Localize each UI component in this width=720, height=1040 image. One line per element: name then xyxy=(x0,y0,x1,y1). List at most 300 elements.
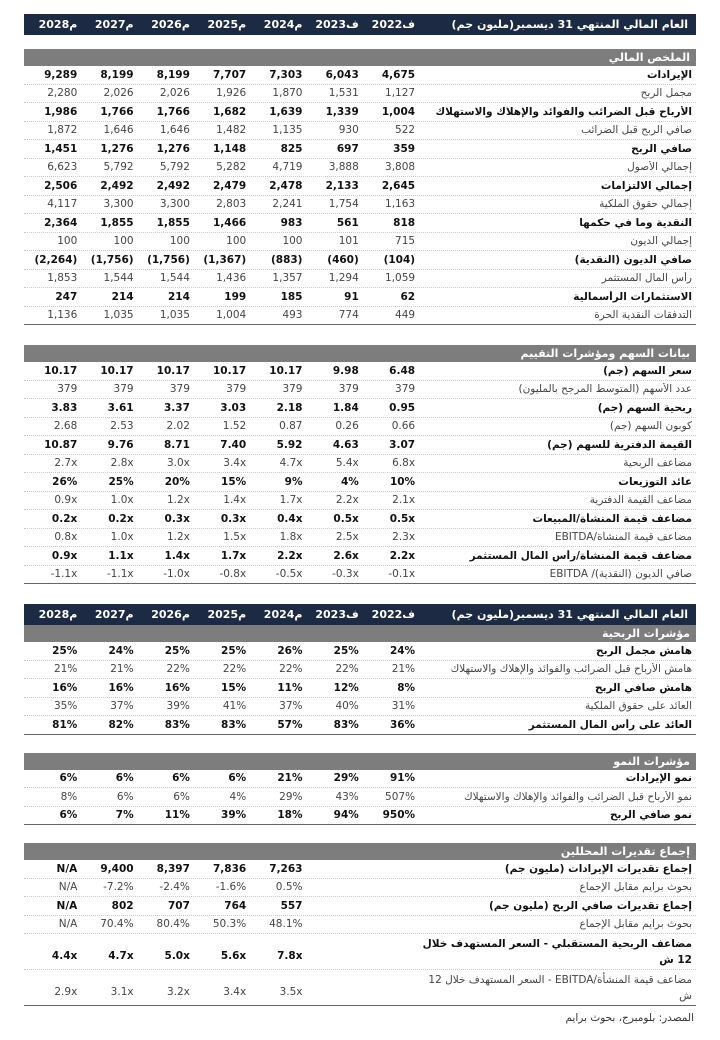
cell-value: 6% xyxy=(173,790,190,803)
header-title: العام المالي المنتهي 31 ديسمبر(مليون جم) xyxy=(451,608,688,621)
growth-rows xyxy=(24,770,696,826)
cell-value: 1,544 xyxy=(103,272,134,285)
cell-value: 379 xyxy=(169,383,190,396)
cell-value: 83% xyxy=(221,718,247,731)
cell-value: 10.17 xyxy=(269,364,303,377)
cell-value xyxy=(362,918,418,930)
cell-value: 70.4% xyxy=(100,918,134,931)
cell-value: 0.95 xyxy=(389,401,416,414)
cell-value: 29% xyxy=(279,790,303,803)
header-years xyxy=(24,18,418,31)
table-row xyxy=(24,214,696,233)
cell-value: 7% xyxy=(115,809,134,822)
row-label: عائد التوزيعات xyxy=(618,475,692,488)
cell-value: -0.3x xyxy=(332,568,359,581)
cell-value: 561 xyxy=(336,216,359,229)
cell-value: 1,482 xyxy=(216,124,247,137)
cell-value: 199 xyxy=(224,290,247,303)
cell-value: 20% xyxy=(164,475,190,488)
table-row xyxy=(24,934,696,970)
row-values xyxy=(24,900,418,912)
table-row xyxy=(24,547,696,566)
table-row xyxy=(24,177,696,196)
cell-value: 3.1x xyxy=(110,986,134,998)
row-values xyxy=(24,106,418,118)
cell-value: 4.4x xyxy=(51,950,78,962)
cell-value: 0.5% xyxy=(275,881,303,894)
cell-value: 1.5x xyxy=(223,531,247,544)
section-title-growth: مؤشرات النمو xyxy=(24,753,696,770)
cell-value: 25% xyxy=(108,475,134,488)
table-row xyxy=(24,770,696,789)
financial-table xyxy=(24,14,696,1024)
cell-value: 37% xyxy=(279,700,303,713)
cell-value: 11% xyxy=(277,681,303,694)
profitability-rows xyxy=(24,642,696,735)
cell-value: 1,855 xyxy=(156,216,190,229)
cell-value: (460) xyxy=(327,253,359,266)
cell-value: 57% xyxy=(277,718,303,731)
year-2028: 2028م xyxy=(38,18,78,31)
cell-value: 5.92 xyxy=(276,438,303,451)
table-row xyxy=(24,159,696,178)
cell-value: 379 xyxy=(113,383,134,396)
cell-value: 2.2x xyxy=(335,494,359,507)
table-row xyxy=(24,970,696,1006)
table-row xyxy=(24,196,696,215)
table-row xyxy=(24,916,696,935)
cell-value: 1.2x xyxy=(166,531,190,544)
cell-value: 25% xyxy=(221,644,247,657)
cell-value: 8,397 xyxy=(156,862,190,875)
table-row xyxy=(24,879,696,898)
cell-value: 2,026 xyxy=(159,87,190,100)
row-label: كوبون السهم (جم) xyxy=(609,420,692,433)
row-label: إجمالي حقوق الملكية xyxy=(599,198,692,211)
row-label: نمو الإيرادات xyxy=(625,772,692,785)
row-label: نمو الأرباح قبل الضرائب والفوائد والإهلاك والاستهلاك xyxy=(463,790,692,803)
table-row xyxy=(24,251,696,270)
year-2023: 2023ف xyxy=(315,608,359,621)
cell-value: 2.2x xyxy=(389,549,416,562)
table-row xyxy=(24,418,696,437)
year-2022: 2022ف xyxy=(371,608,416,621)
cell-value: 41% xyxy=(222,700,247,713)
cell-value: 1,639 xyxy=(269,105,303,118)
cell-value: -7.2% xyxy=(103,881,134,894)
row-label: الإيرادات xyxy=(646,68,692,81)
year-2024: 2024م xyxy=(263,18,303,31)
cell-value: (1,756) xyxy=(147,253,190,266)
cell-value: 16% xyxy=(108,681,134,694)
cell-value: 4,117 xyxy=(47,198,78,211)
cell-value: 4,719 xyxy=(272,161,303,174)
cell-value xyxy=(362,881,418,893)
cell-value: 1,357 xyxy=(272,272,303,285)
cell-value: 9,400 xyxy=(100,862,134,875)
row-values xyxy=(24,217,418,229)
cell-value: 1.8x xyxy=(279,531,303,544)
table-row xyxy=(24,679,696,698)
row-values xyxy=(24,972,418,998)
cell-value: 3.03 xyxy=(220,401,247,414)
row-values xyxy=(24,476,418,488)
cell-value: 2,280 xyxy=(47,87,78,100)
cell-value xyxy=(305,972,361,998)
cell-value: 6% xyxy=(59,809,78,822)
row-values xyxy=(24,682,418,694)
year-2027: 2027م xyxy=(94,608,134,621)
cell-value: 983 xyxy=(280,216,303,229)
cell-value: 10.17 xyxy=(100,364,134,377)
cell-value: 4% xyxy=(340,475,359,488)
cell-value: 6.8x xyxy=(392,457,416,470)
row-values xyxy=(24,772,418,784)
cell-value: 100 xyxy=(57,235,78,248)
cell-value: 9.76 xyxy=(107,438,134,451)
row-values xyxy=(24,180,418,192)
consensus-rows xyxy=(24,860,696,1006)
table-row xyxy=(24,270,696,289)
table-row xyxy=(24,455,696,474)
cell-value: 1,544 xyxy=(159,272,190,285)
row-label: سعر السهم (جم) xyxy=(603,364,692,377)
table-header xyxy=(24,14,696,35)
cell-value: 1.84 xyxy=(332,401,359,414)
cell-value: 12% xyxy=(333,681,359,694)
cell-value: 522 xyxy=(395,124,416,137)
cell-value: 214 xyxy=(111,290,134,303)
cell-value: 1,163 xyxy=(385,198,416,211)
cell-value: 1,339 xyxy=(325,105,359,118)
cell-value xyxy=(362,936,418,962)
cell-value: 7,707 xyxy=(212,68,247,81)
cell-value: 1,855 xyxy=(100,216,134,229)
cell-value: 1,872 xyxy=(47,124,78,137)
row-values xyxy=(24,494,418,506)
table-row xyxy=(24,103,696,122)
table-row xyxy=(24,122,696,141)
cell-value: 1,004 xyxy=(216,309,247,322)
cell-value: 1,926 xyxy=(216,87,247,100)
cell-value: N/A xyxy=(56,862,78,875)
year-2024: 2024م xyxy=(263,608,303,621)
row-label: عدد الأسهم (المتوسط المرجح بالمليون) xyxy=(518,383,692,396)
row-values xyxy=(24,291,418,303)
cell-value: 1,870 xyxy=(272,87,303,100)
cell-value: 6% xyxy=(228,772,247,785)
cell-value: 100 xyxy=(113,235,134,248)
row-label: مضاعف الربحية المستقبلي - السعر المستهدف خلال 12 ش xyxy=(422,938,692,966)
table-row xyxy=(24,492,696,511)
cell-value: 15% xyxy=(221,475,247,488)
cell-value: 100 xyxy=(226,235,247,248)
cell-value: 1,004 xyxy=(381,105,416,118)
row-label: بحوث برايم مقابل الإجماع xyxy=(579,881,692,894)
row-label: مضاعف قيمة المنشأة/EBITDA - السعر المستهدف خلال 12 ش xyxy=(428,974,692,1002)
cell-value: 0.5x xyxy=(333,512,359,525)
cell-value: 2.18 xyxy=(276,401,303,414)
cell-value: 1.0x xyxy=(110,494,134,507)
financial-summary-rows xyxy=(24,66,696,325)
cell-value: 1.4x xyxy=(164,549,190,562)
row-values xyxy=(24,863,418,875)
cell-value: 2,026 xyxy=(103,87,134,100)
year-2025: 2025م xyxy=(207,18,247,31)
header-title: العام المالي المنتهي 31 ديسمبر(مليون جم) xyxy=(451,18,688,31)
table-row xyxy=(24,288,696,307)
cell-value: 1.4x xyxy=(223,494,247,507)
cell-value: 0.3x xyxy=(220,512,247,525)
cell-value: 25% xyxy=(52,644,78,657)
cell-value: 3.5x xyxy=(279,986,303,998)
row-values xyxy=(24,235,418,247)
cell-value: 3.4x xyxy=(223,457,247,470)
cell-value: 40% xyxy=(335,700,359,713)
row-label: النقدية وما في حكمها xyxy=(579,216,692,229)
cell-value: 16% xyxy=(164,681,190,694)
cell-value: 81% xyxy=(52,718,78,731)
cell-value: 2.3x xyxy=(392,531,416,544)
cell-value: 379 xyxy=(282,383,303,396)
row-label: إجمالي الأصول xyxy=(627,161,692,174)
cell-value: 2.9x xyxy=(54,986,78,998)
cell-value: 4% xyxy=(229,790,247,803)
cell-value: 359 xyxy=(393,142,416,155)
cell-value: 25% xyxy=(333,644,359,657)
row-values xyxy=(24,87,418,99)
cell-value: -1.1x xyxy=(50,568,78,581)
cell-value: 4.63 xyxy=(332,438,359,451)
cell-value: 1,531 xyxy=(328,87,359,100)
cell-value: 3.2x xyxy=(166,986,190,998)
source-note: المصدر: بلومبرج، بحوث برايم xyxy=(565,1012,694,1024)
row-values xyxy=(24,936,418,962)
cell-value: 1.1x xyxy=(108,549,134,562)
row-label: مجمل الربح xyxy=(640,87,692,100)
row-values xyxy=(24,550,418,562)
cell-value: 1.7x xyxy=(279,494,303,507)
table-row xyxy=(24,473,696,492)
cell-value: 379 xyxy=(395,383,416,396)
cell-value: 18% xyxy=(277,809,303,822)
year-2026: 2026م xyxy=(151,18,190,31)
cell-value: 94% xyxy=(333,809,359,822)
cell-value xyxy=(305,863,361,875)
table-row xyxy=(24,233,696,252)
cell-value: 43% xyxy=(335,790,359,803)
cell-value: 0.4x xyxy=(277,512,303,525)
row-values xyxy=(24,791,418,803)
row-values xyxy=(24,198,418,210)
cell-value: 8,199 xyxy=(100,68,134,81)
table-row xyxy=(24,66,696,85)
cell-value: 4,675 xyxy=(381,68,416,81)
cell-value: 101 xyxy=(338,235,359,248)
cell-value: 21% xyxy=(53,663,78,676)
cell-value: 4.7x xyxy=(279,457,303,470)
cell-value: 9,289 xyxy=(44,68,78,81)
cell-value: 2,364 xyxy=(44,216,78,229)
cell-value: 1,436 xyxy=(216,272,247,285)
cell-value: 1.2x xyxy=(166,494,190,507)
cell-value: 6.48 xyxy=(389,364,416,377)
table-row xyxy=(24,897,696,916)
table-row xyxy=(24,85,696,104)
row-label: هامش صافي الربح xyxy=(594,681,692,694)
row-label: مضاعف قيمة المنشأة/رأس المال المستثمر xyxy=(469,549,692,562)
table-row xyxy=(24,362,696,381)
cell-value: 1,135 xyxy=(272,124,303,137)
cell-value: 1,646 xyxy=(103,124,134,137)
cell-value: 31% xyxy=(391,700,416,713)
cell-value: 9.98 xyxy=(332,364,359,377)
table-row xyxy=(24,860,696,879)
cell-value: 707 xyxy=(167,899,190,912)
cell-value: 2,492 xyxy=(156,179,190,192)
cell-value: -0.1x xyxy=(388,568,416,581)
cell-value: (104) xyxy=(383,253,416,266)
cell-value: 214 xyxy=(167,290,190,303)
cell-value: 91 xyxy=(344,290,359,303)
cell-value: 16% xyxy=(52,681,78,694)
row-values xyxy=(24,645,418,657)
row-label: مضاعف قيمة المنشأة/المبيعات xyxy=(532,512,692,525)
table-row xyxy=(24,661,696,680)
cell-value: 2.02 xyxy=(166,420,190,433)
cell-value: 774 xyxy=(338,309,359,322)
cell-value: 80.4% xyxy=(156,918,190,931)
row-label: مضاعف الربحية xyxy=(623,457,692,470)
cell-value xyxy=(305,918,361,930)
cell-value: 10% xyxy=(389,475,416,488)
cell-value: 1,148 xyxy=(212,142,247,155)
cell-value: 1,276 xyxy=(100,142,134,155)
cell-value: 0.87 xyxy=(279,420,303,433)
cell-value: 3.61 xyxy=(107,401,134,414)
cell-value: 100 xyxy=(282,235,303,248)
cell-value: 5.6x xyxy=(220,950,247,962)
cell-value: 697 xyxy=(336,142,359,155)
cell-value: 3.07 xyxy=(389,438,416,451)
row-label: العائد على حقوق الملكية xyxy=(585,700,692,713)
cell-value: 35% xyxy=(53,700,78,713)
cell-value: 1,136 xyxy=(47,309,78,322)
row-label: نمو صافي الربح xyxy=(609,809,692,822)
year-2026: 2026م xyxy=(151,608,190,621)
cell-value: -0.8x xyxy=(219,568,247,581)
row-label: مضاعف القيمة الدفترية xyxy=(589,494,692,507)
valuation-rows xyxy=(24,362,696,584)
cell-value: 2,241 xyxy=(272,198,303,211)
table-row xyxy=(24,381,696,400)
cell-value: 26% xyxy=(52,475,78,488)
row-label: إجماع تقديرات الإيرادات (مليون جم) xyxy=(504,862,692,875)
cell-value: 2.53 xyxy=(110,420,134,433)
row-values xyxy=(24,383,418,395)
table-row xyxy=(24,529,696,548)
cell-value: 1,646 xyxy=(159,124,190,137)
cell-value: 6% xyxy=(116,790,134,803)
cell-value xyxy=(362,900,418,912)
cell-value: 2,506 xyxy=(44,179,78,192)
row-values xyxy=(24,457,418,469)
row-label: رأس المال المستثمر xyxy=(601,272,692,285)
cell-value: 21% xyxy=(391,663,416,676)
cell-value: -0.5x xyxy=(275,568,303,581)
cell-value: 22% xyxy=(335,663,359,676)
cell-value: 6% xyxy=(59,772,78,785)
row-values xyxy=(24,719,418,731)
cell-value: 2.7x xyxy=(54,457,78,470)
cell-value: 5,282 xyxy=(216,161,247,174)
cell-value: 0.26 xyxy=(335,420,359,433)
cell-value: 2.1x xyxy=(392,494,416,507)
cell-value: 26% xyxy=(277,644,303,657)
row-label: صافي الربح قبل الضرائب xyxy=(581,124,692,137)
cell-value: 1,986 xyxy=(44,105,78,118)
cell-value: 24% xyxy=(108,644,134,657)
cell-value: 2,645 xyxy=(381,179,416,192)
cell-value: 1,294 xyxy=(328,272,359,285)
table-row xyxy=(24,716,696,735)
row-label: ربحية السهم (جم) xyxy=(597,401,692,414)
cell-value: 1,451 xyxy=(44,142,78,155)
cell-value: 21% xyxy=(277,772,303,785)
cell-value: 1.7x xyxy=(220,549,247,562)
cell-value: 3,808 xyxy=(385,161,416,174)
cell-value: 2,133 xyxy=(325,179,359,192)
cell-value: -2.4% xyxy=(159,881,190,894)
cell-value: 5.0x xyxy=(164,950,190,962)
row-values xyxy=(24,124,418,136)
cell-value: 15% xyxy=(221,681,247,694)
table-header-2 xyxy=(24,604,696,625)
row-values xyxy=(24,420,418,432)
table-row xyxy=(24,510,696,529)
cell-value: 9% xyxy=(284,475,303,488)
cell-value: 1,035 xyxy=(159,309,190,322)
row-label: إجمالي الالتزامات xyxy=(600,179,692,192)
cell-value: 2.6x xyxy=(333,549,359,562)
cell-value: 379 xyxy=(226,383,247,396)
table-row xyxy=(24,566,696,585)
row-values xyxy=(24,402,418,414)
cell-value: 5,792 xyxy=(159,161,190,174)
cell-value: 825 xyxy=(280,142,303,155)
cell-value: 3.83 xyxy=(51,401,78,414)
row-label: العائد على رأس المال المستثمر xyxy=(528,718,692,731)
cell-value xyxy=(305,936,361,962)
row-values xyxy=(24,254,418,266)
row-label: التدفقات النقدية الحرة xyxy=(594,309,692,322)
row-label: الاستثمارات الرأسمالية xyxy=(573,290,692,303)
cell-value: 2.2x xyxy=(277,549,303,562)
table-row xyxy=(24,698,696,717)
cell-value: 1,853 xyxy=(47,272,78,285)
cell-value: 83% xyxy=(164,718,190,731)
cell-value: 3.4x xyxy=(223,986,247,998)
cell-value: 10.17 xyxy=(44,364,78,377)
cell-value: 10.17 xyxy=(156,364,190,377)
row-label: بحوث برايم مقابل الإجماع xyxy=(579,918,692,931)
row-label: صافي الديون (النقدية) xyxy=(574,253,692,266)
cell-value: 3.0x xyxy=(166,457,190,470)
cell-value: 493 xyxy=(282,309,303,322)
cell-value: 0.8x xyxy=(54,531,78,544)
row-values xyxy=(24,700,418,712)
cell-value: 1.0x xyxy=(110,531,134,544)
